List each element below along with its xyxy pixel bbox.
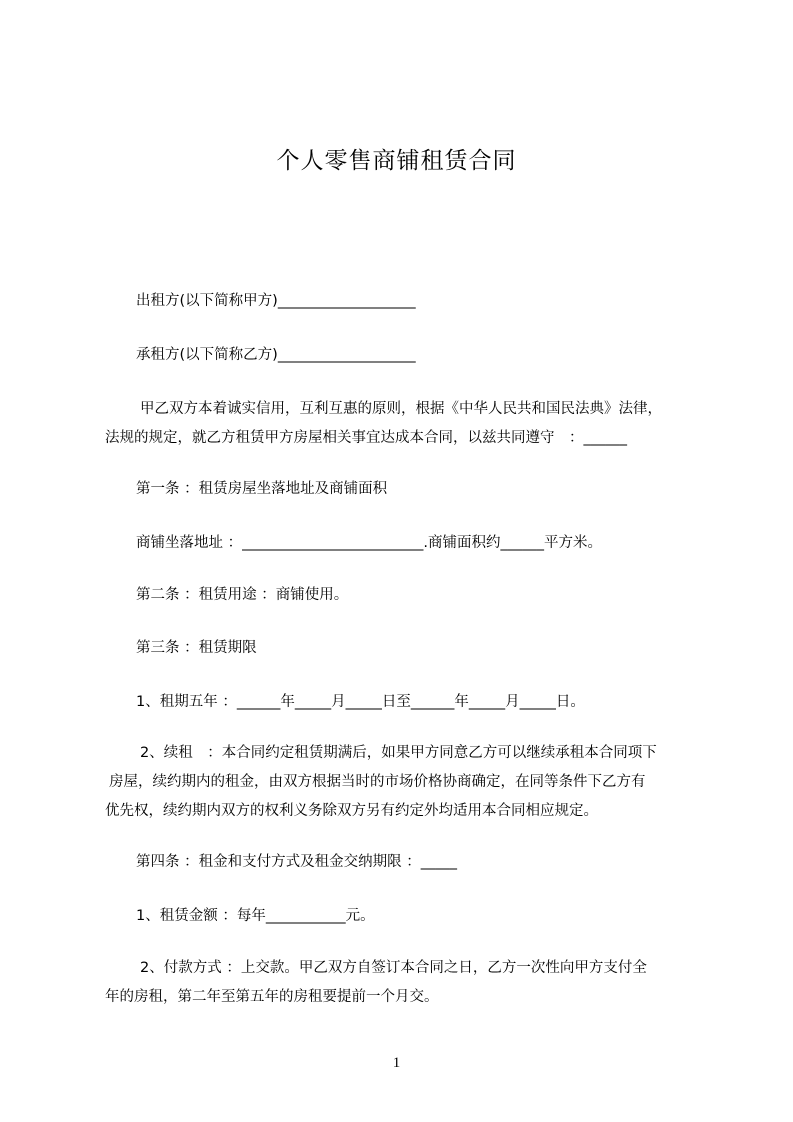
article-4-item-2-line-2: 年的房租，第二年至第五年的房租要提前一个月交。 (105, 989, 439, 1005)
article-1-address: 商铺坐落地址 ：_________________________.商铺面积约______平方米。 (136, 535, 602, 551)
article-3-item-2-line-2: 房屋，续约期内的租金，由双方根据当时的市场价格协商确定，在同等条件下乙方有 (109, 774, 646, 790)
article-2: 第二条 ：租赁用途 ：商铺使用。 (136, 587, 349, 603)
document-title: 个人零售商铺租赁合同 (276, 148, 517, 174)
preamble-line-2: 法规的规定，就乙方租赁甲方房屋相关事宜达成本合同，以兹共同遵守 ：______ (105, 430, 627, 446)
article-4-item-2-line-1: 2、付款方式 ：上交款。甲乙双方自签订本合同之日，乙方一次性向甲方支付全 (140, 960, 647, 976)
lessee-line: 承租方(以下简称乙方)___________________ (136, 347, 416, 363)
article-3-item-2-line-3: 优先权，续约期内双方的权利义务除双方另有约定外均适用本合同相应规定。 (105, 803, 598, 819)
lessor-line: 出租方(以下简称甲方)___________________ (136, 293, 416, 309)
article-3-item-1: 1、租期五年 ：______年_____月_____日至______年_____月_____日。 (136, 694, 585, 710)
preamble-line-1: 甲乙双方本着诚实信用，互利互惠的原则，根据《中华人民共和国民法典》法律， (140, 401, 662, 417)
article-4-title: 第四条 ：租金和支付方式及租金交纳期限 ：_____ (136, 854, 457, 870)
article-1-title: 第一条 ：租赁房屋坐落地址及商铺面积 (136, 481, 388, 497)
page-number: 1 (392, 1055, 401, 1071)
article-3-title: 第三条 ：租赁期限 (136, 640, 257, 656)
article-3-item-2-line-1: 2、续租 ：本合同约定租赁期满后，如果甲方同意乙方可以继续承租本合同项下 (140, 745, 657, 761)
article-4-item-1: 1、租赁金额 ：每年___________元。 (136, 908, 375, 924)
